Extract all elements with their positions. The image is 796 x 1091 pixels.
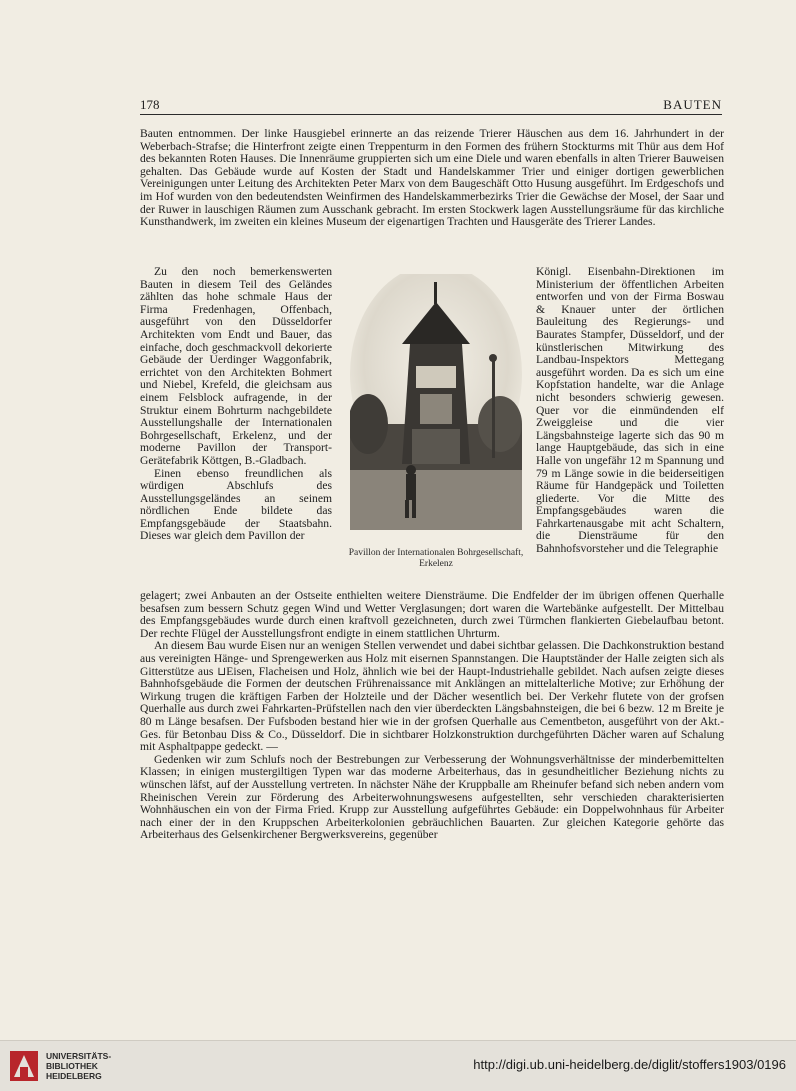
top-paragraph <box>140 128 724 229</box>
bottom-text <box>140 590 724 842</box>
left-column <box>140 266 332 543</box>
library-line-1: UNIVERSITÄTS- <box>46 1051 112 1061</box>
paragraph-bottom-1: gelagert; zwei Anbauten an der Ostseite enthielten weitere Diensträume. Die Endfelder der im übrigen offenen Querhalle besafsen zum bessern Schutz gegen Wind und Wetter Verglasungen; dort waren die Wartebänke aufgestellt. Der Mittelbau des Empfangsgebäudes wurde durch einen kraftvoll gezeichneten, durch zwei Türmchen flankierten Giebelaufbau betont. Der rechte Flügel der Ausstellungsfront endigte in einem stattlichen Uhrturm. <box>140 589 724 640</box>
running-title: BAUTEN <box>663 97 722 112</box>
paragraph-right: Königl. Eisenbahn-Direktionen im Ministerium der öffentlichen Arbeiten entworfen und von der Firma Boswau & Knauer unter der örtlichen Bauleitung des Regierungs- und Baurates Stampfer, Düsseldorf, und der künstlerischen Mitwirkung des Landbau-Inspektors Mettegang ausgeführt worden. Da es sich um eine Kopfstation handelte, war die Anlage nicht besonders schwierig gewesen. Quer vor die einmündenden elf Zweiggleise und die vier Längsbahnsteige lagerte sich das 90 m lange Hauptgebäude, das sich in eine Halle von ungefähr 12 m Spannung und 79 m Länge sowie in die beiderseitigen Räume für Handgepäck und Toiletten gliederte. Vor die Mitte des Empfangsgebäudes waren die Fahrkartenausgabe mit acht Schaltern, die Diensträume für den Bahnhofsvorsteher und die Telegraphie <box>536 265 724 556</box>
paragraph-bottom-2: An diesem Bau wurde Eisen nur an wenigen Stellen verwendet und dabei sichtbar gelassen. Die Dachkonstruktion bestand aus vereinigten Hänge- und Sprengewerken aus Holz mit eisernen Spannstangen. Die Hauptständer der Halle zeigten sich als Gitterstütze aus ⊔Eisen, Flacheisen und Holz, ähnlich wie bei der Haupt-Industriehalle gebildet. Nach aufsen zeigte dieses Bahnhofsgebäude die Formen der deutschen Frührenaissance mit Anklängen an mittelalterliche Motive; zur Erhöhung der Wirkung trugen die kräftigen Farben der Holzteile und der Dächer wesentlich bei. Der Verkehr flutete von der grofsen Querhalle aus durch zwei Fahrkarten-Prüfstellen nach den vier überdeckten Längsbahnsteigen, die bei 6 bezw. 12 m Breite je 80 m Länge besafsen. Der Fufsboden bestand hier wie in der grofsen Querhalle aus Cementbeton, ausgeführt von der Akt.-Ges. für Betonbau Diss & Co., Düsseldorf. Die in sichtbarer Holzkonstruktion durchgeführten Dächer waren auf Schalung mit Asphaltpappe gedeckt. — <box>140 639 724 754</box>
pavilion-photo <box>350 274 522 530</box>
photo-illustration <box>350 274 522 530</box>
page-number: 178 <box>140 97 160 112</box>
permalink-url[interactable]: http://digi.ub.uni-heidelberg.de/diglit/stoffers1903/0196 <box>473 1057 786 1072</box>
library-line-2: BIBLIOTHEK <box>46 1061 98 1071</box>
paragraph-left-2: Einen ebenso freundlichen als würdigen Abschlufs des Ausstellungsgeländes an seinem nördlichen Ende bildete das Empfangsgebäude der Staatsbahn. Dieses war gleich dem Pavillon der <box>140 466 332 543</box>
university-library-logo <box>8 1049 40 1083</box>
paragraph-left: Zu den noch bemerkenswerten Bauten in diesem Teil des Geländes zählten das hohe schmale Haus der Firma Fredenhagen, Offenbach, ausgeführt von den Düsseldorfer Architekten vom Endt und Bauer, das einfache, doch geschmackvoll dekorierte Gebäude der Uerdinger Waggonfabrik, errichtet von den Architekten Bohmert und Niebel, Krefeld, die gleichsam aus einem Felsblock aufragende, in der Struktur einem Bohrturm nachgebildete Ausstellungshalle der Internationalen Bohrgesellschaft, Erkelenz, und der moderne Pavillon der Transport-Gerätefabrik Köttgen, B.-Gladbach. <box>140 265 332 467</box>
library-line-3: HEIDELBERG <box>46 1071 102 1081</box>
paragraph-bottom-3: Gedenken wir zum Schlufs noch der Bestrebungen zur Verbesserung der Wohnungsverhältnisse der minderbemittelten Klassen; in einigen mustergiltigen Typen war das moderne Arbeiterhaus, das in gesundheitlicher Beziehung nichts zu wünschen läfst, auf der Ausstellung vertreten. In nächster Nähe der Kruppballe am Rheinufer befand sich neben andern vom Rheinischen Verein zur Förderung des Arbeiterwohnungswesens aufgestellten, sehr verschieden charakterisierten Wohnhäuschen ein von der Firma Fried. Krupp zur Ausstellung aufgeführtes Gebäude: ein Doppelwohnhaus für Arbeiter nach einer der in den Kruppschen Arbeiterkolonien gebräuchlichen Bauarten. Zur gleichen Kategorie gehörte das Arbeiterhaus des Gelsenkirchener Bergwerksvereins, gegenüber <box>140 752 724 842</box>
library-name <box>46 1051 111 1081</box>
figure-caption: Pavillon der Internationalen Bohrgesellschaft, Erkelenz <box>348 548 524 569</box>
paragraph-top: Bauten entnommen. Der linke Hausgiebel erinnerte an das reizende Trierer Häuschen aus dem 16. Jahrhundert in der Weberbach-Strafse; die Hinterfront zeigte einen Treppenturm in den Formen des frühern Stockturms mit Thür aus dem Hof des bekannten Roten Hauses. Die Innenräume gruppierten sich um eine Diele und waren ebenfalls in alten Trierer Bauweisen gehalten. Das Gebäude wurde auf Kosten der Stadt und Handelskammer Trier und einiger dortigen gewerblichen Vereinigungen unter Leitung des Architekten Peter Marx von dem Baugeschäft Otto Husung ausgeführt. Im Erdgeschofs und im Hof wurden von den bedeutendsten Weinfirmen des Handelskammerbezirks Trier die Gewächse der Mosel, der Saar und der Ruwer in lauschigen Räumen zum Ausschank gebracht. Im ersten Stockwerk lagen Ausstellungsräume für das kirchliche Kunsthandwerk, im zweiten ein kleines Museum der eigenartigen Trachten und Hausgeräte des Trierer Landes. <box>140 127 724 229</box>
viewer-footer <box>0 1040 796 1091</box>
running-header <box>140 96 722 115</box>
right-column <box>536 266 724 556</box>
